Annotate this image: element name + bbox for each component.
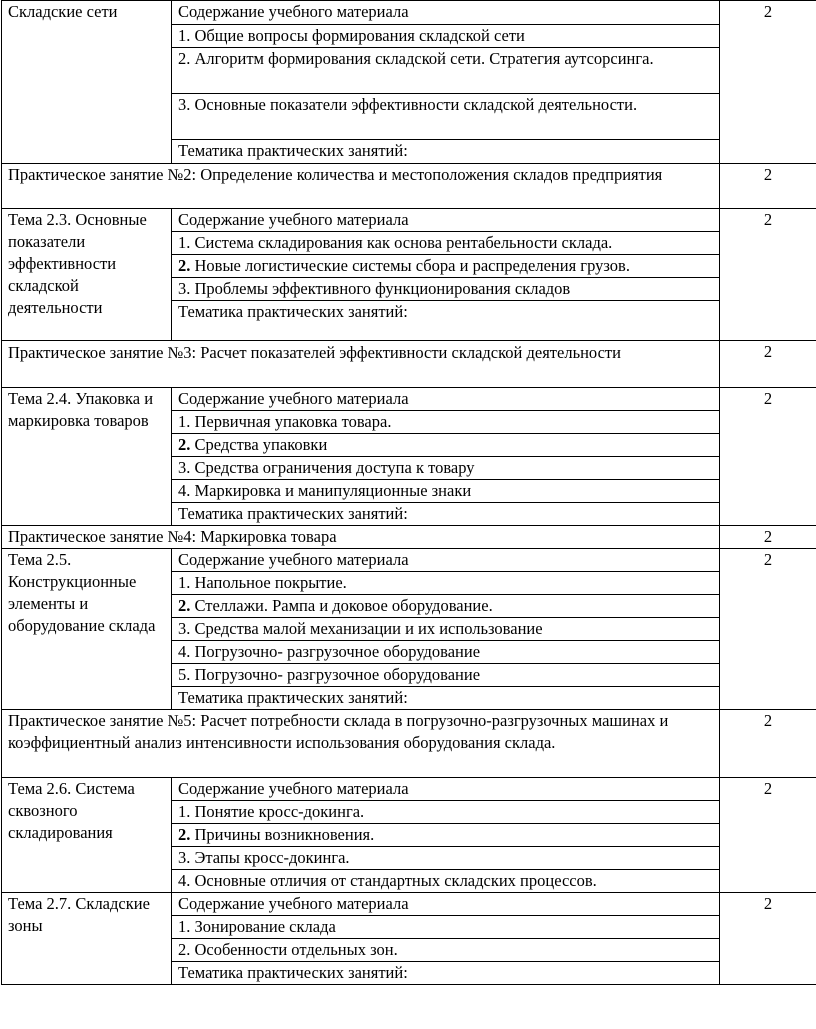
item-number: 3. xyxy=(178,279,191,298)
item-text: Особенности отдельных зон. xyxy=(190,940,398,959)
item-text: Средства малой механизации и их использование xyxy=(190,619,543,638)
item-number: 1. xyxy=(178,802,191,821)
item-text: Погрузочно- разгрузочное оборудование xyxy=(190,665,481,684)
item-number: 2. xyxy=(178,596,191,615)
content-item xyxy=(172,457,720,480)
hours-cell: 2 xyxy=(720,893,816,985)
topic-2-3: Тема 2.3. Основные показатели эффективности складской деятельности xyxy=(2,209,172,341)
content-item xyxy=(172,641,720,664)
item-text: Средства упаковки xyxy=(190,435,328,454)
item-number: 3. xyxy=(178,458,191,477)
content-item xyxy=(172,232,720,255)
practice-row-4: Практическое занятие №4: Маркировка товара xyxy=(2,526,720,549)
hours-cell: 2 xyxy=(720,549,816,710)
item-text: Средства ограничения доступа к товару xyxy=(190,458,475,477)
content-heading: Содержание учебного материала xyxy=(172,778,720,801)
content-item xyxy=(172,255,720,278)
item-text: Напольное покрытие. xyxy=(190,573,347,592)
topic-warehouse-networks: Складские сети xyxy=(2,1,172,164)
item-text: Погрузочно- разгрузочное оборудование xyxy=(190,642,481,661)
item-number: 3. xyxy=(178,848,191,867)
item-number: 1. xyxy=(178,573,191,592)
content-heading: Содержание учебного материала xyxy=(172,893,720,916)
practice-row-2: Практическое занятие №2: Определение количества и местоположения складов предприятия xyxy=(2,164,720,209)
content-item xyxy=(172,916,720,939)
content-item xyxy=(172,411,720,434)
item-number: 4. xyxy=(178,642,191,661)
item-number: 1. xyxy=(178,917,191,936)
item-number: 1. xyxy=(178,412,191,431)
hours-cell: 2 xyxy=(720,164,816,209)
practice-heading: Тематика практических занятий: xyxy=(172,687,720,710)
content-item xyxy=(172,595,720,618)
item-text: Основные отличия от стандартных складских процессов. xyxy=(190,871,597,890)
item-number: 2. xyxy=(178,256,191,275)
topic-2-6: Тема 2.6. Система сквозного складирования xyxy=(2,778,172,893)
content-item xyxy=(172,572,720,595)
item-text: Проблемы эффективного функционирования складов xyxy=(190,279,571,298)
content-heading: Содержание учебного материала xyxy=(172,1,720,25)
item-number: 2. xyxy=(178,940,191,959)
topic-2-4: Тема 2.4. Упаковка и маркировка товаров xyxy=(2,388,172,526)
practice-heading: Тематика практических занятий: xyxy=(172,140,720,164)
item-number: 5. xyxy=(178,665,191,684)
hours-cell: 2 xyxy=(720,341,816,388)
content-item xyxy=(172,434,720,457)
item-text: Маркировка и манипуляционные знаки xyxy=(190,481,472,500)
topic-2-7: Тема 2.7. Складские зоны xyxy=(2,893,172,985)
item-text: Система складирования как основа рентабельности склада. xyxy=(190,233,613,252)
curriculum-table xyxy=(1,0,816,985)
item-number: 2. xyxy=(178,825,191,844)
hours-cell: 2 xyxy=(720,710,816,778)
topic-2-5: Тема 2.5. Конструкционные элементы и оборудование склада xyxy=(2,549,172,710)
hours-cell: 2 xyxy=(720,209,816,341)
item-number: 4. xyxy=(178,871,191,890)
content-item: 3. Основные показатели эффективности складской деятельности. xyxy=(172,94,720,140)
content-item xyxy=(172,824,720,847)
item-text: Понятие кросс-докинга. xyxy=(190,802,365,821)
content-item xyxy=(172,847,720,870)
content-item xyxy=(172,801,720,824)
item-number: 4. xyxy=(178,481,191,500)
item-text: Стеллажи. Рампа и доковое оборудование. xyxy=(190,596,493,615)
content-item xyxy=(172,939,720,962)
practice-heading: Тематика практических занятий: xyxy=(172,301,720,341)
hours-cell: 2 xyxy=(720,778,816,893)
item-number: 3. xyxy=(178,619,191,638)
hours-cell: 2 xyxy=(720,526,816,549)
practice-row-5: Практическое занятие №5: Расчет потребности склада в погрузочно-разгрузочных машинах и коэффициентный анализ интенсивности использования оборудования склада. xyxy=(2,710,720,778)
hours-cell: 2 xyxy=(720,1,816,164)
item-text: Причины возникновения. xyxy=(190,825,375,844)
content-item xyxy=(172,278,720,301)
content-item xyxy=(172,480,720,503)
content-heading: Содержание учебного материала xyxy=(172,549,720,572)
item-number: 2. xyxy=(178,435,191,454)
content-item: 1. Общие вопросы формирования складской сети xyxy=(172,25,720,48)
item-text: Новые логистические системы сбора и распределения грузов. xyxy=(190,256,630,275)
practice-heading: Тематика практических занятий: xyxy=(172,503,720,526)
practice-heading: Тематика практических занятий: xyxy=(172,962,720,985)
content-item: 2. Алгоритм формирования складской сети. Стратегия аутсорсинга. xyxy=(172,48,720,94)
hours-cell: 2 xyxy=(720,388,816,526)
content-heading: Содержание учебного материала xyxy=(172,209,720,232)
item-number: 1. xyxy=(178,233,191,252)
content-item xyxy=(172,870,720,893)
content-item xyxy=(172,618,720,641)
content-heading: Содержание учебного материала xyxy=(172,388,720,411)
item-text: Первичная упаковка товара. xyxy=(190,412,392,431)
item-text: Этапы кросс-докинга. xyxy=(190,848,350,867)
item-text: Зонирование склада xyxy=(190,917,336,936)
content-item xyxy=(172,664,720,687)
practice-row-3: Практическое занятие №3: Расчет показателей эффективности складской деятельности xyxy=(2,341,720,388)
